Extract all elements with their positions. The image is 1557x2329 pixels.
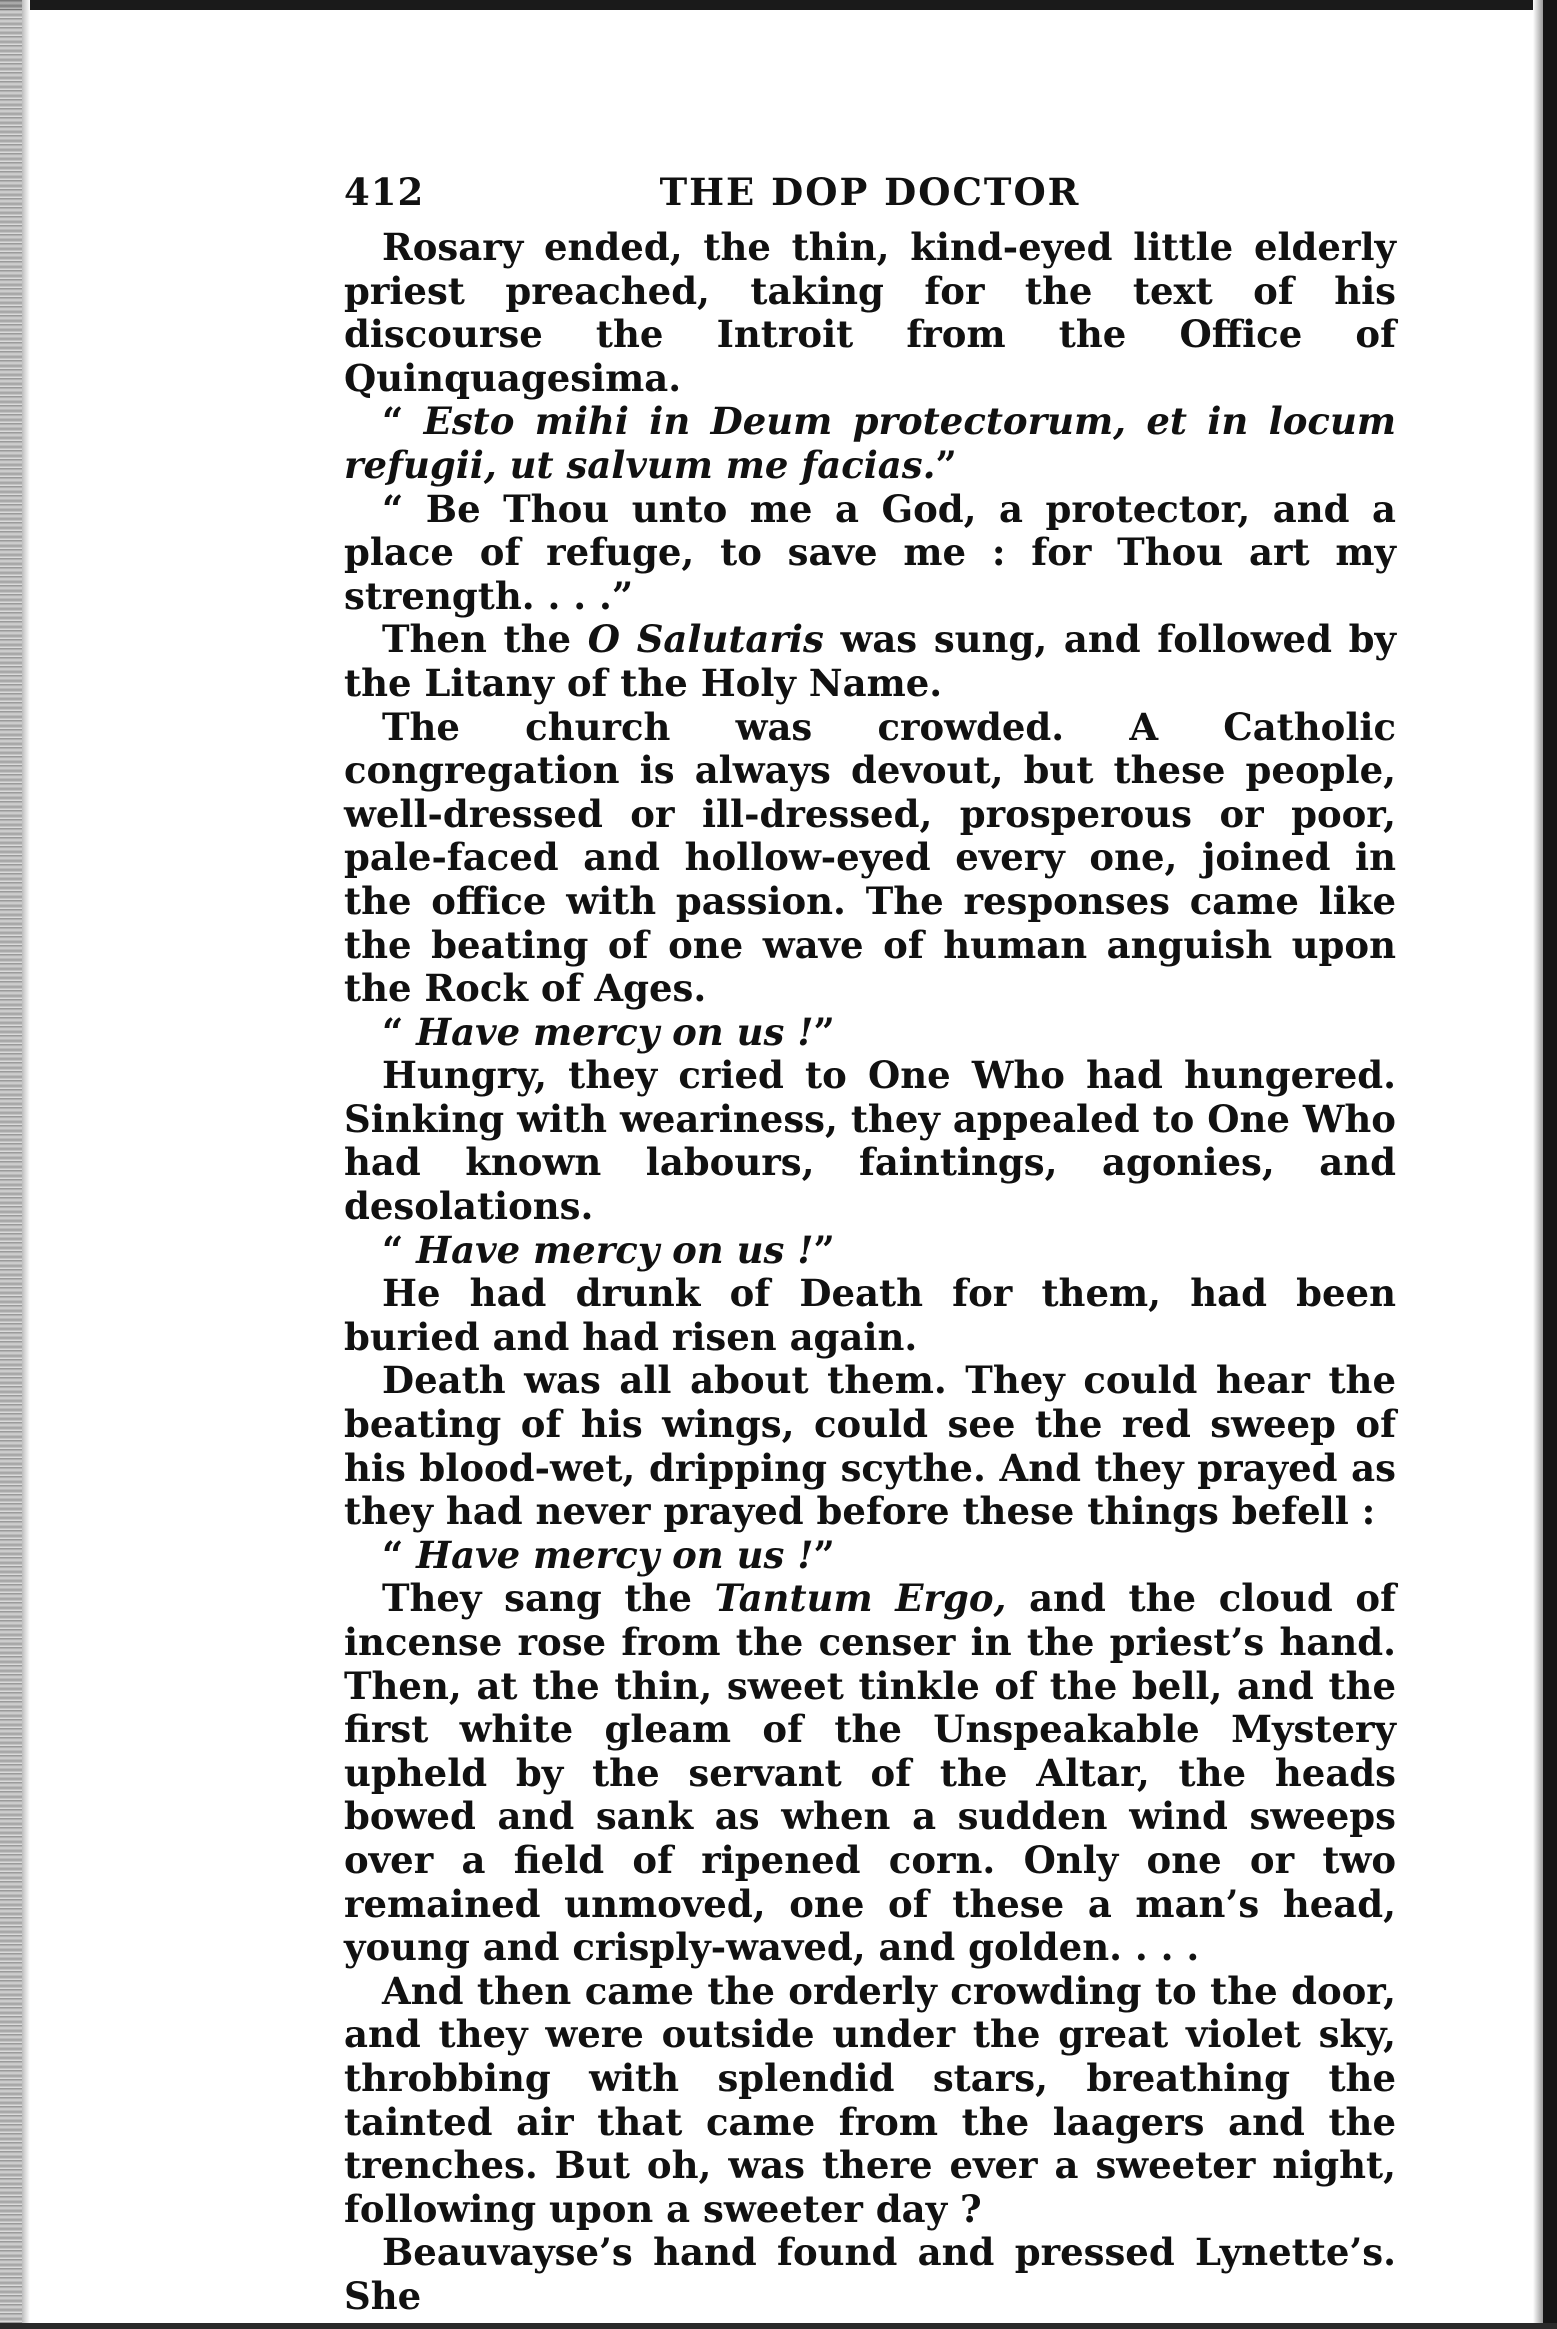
paragraph: Beauvayse’s hand found and pressed Lynette’s. She <box>344 2230 1396 2318</box>
book-page <box>344 170 1396 2319</box>
scan-binding-shadow <box>22 0 30 2329</box>
running-head <box>344 170 1396 226</box>
paragraph: “ Be Thou unto me a God, a protector, and a place of refuge, to save me : for Thou art my strength. . . .” <box>344 486 1396 618</box>
page-number: 412 <box>344 170 425 214</box>
paragraph: The church was crowded. A Catholic congregation is always devout, but these people, well-dressed or ill-dressed, prosperous or poor, pale-faced and hollow-eyed every one, joined in the office with passion. The responses came like the beating of one wave of human anguish upon the Rock of Ages. <box>344 704 1396 1011</box>
scan-top-edge <box>0 0 1557 10</box>
response-quote: Have mercy on us ! <box>416 1227 814 1272</box>
paragraph: He had drunk of Death for them, had been buried and had risen again. <box>344 1271 1396 1359</box>
paragraph: “ Esto mihi in Deum protectorum, et in locum refugii, ut salvum me facias.” <box>344 399 1396 487</box>
paragraph: And then came the orderly crowding to the door, and they were outside under the great violet sky, throbbing with splendid stars, breathing the tainted air that came from the laagers and the trenches. But oh, was there ever a sweeter night, following upon a sweeter day ? <box>344 1968 1396 2231</box>
book-title: THE DOP DOCTOR <box>659 170 1081 214</box>
hymn-title: Tantum Ergo, <box>714 1576 1007 1621</box>
paragraph: They sang the Tantum Ergo, and the cloud of incense rose from the censer in the priest’s hand. Then, at the thin, sweet tinkle of the bell, and the first white gleam of the Unspeakable Mystery upheld by the servant of the Altar, the heads bowed and sank as when a sudden wind sweeps over a field of ripened corn. Only one or two remained unmoved, one of these a man’s head, young and crisply-waved, and golden. . . . <box>344 1576 1396 1970</box>
scan-right-edge <box>1543 0 1557 2329</box>
response-quote: Have mercy on us ! <box>416 1532 814 1577</box>
body-text <box>344 226 1396 2319</box>
paragraph: “ Have mercy on us !” <box>382 1009 835 1054</box>
paragraph: Rosary ended, the thin, kind-eyed little elderly priest preached, taking for the text of his discourse the Introit from the Office of Quinquagesima. <box>344 225 1396 400</box>
scan-right-shadow <box>1533 0 1543 2329</box>
hymn-title: O Salutaris <box>587 617 824 662</box>
paragraph: “ Have mercy on us !” <box>382 1227 835 1272</box>
response-quote: Have mercy on us ! <box>416 1009 814 1054</box>
paragraph: “ Have mercy on us !” <box>382 1532 835 1577</box>
paragraph: Death was all about them. They could hear the beating of his wings, could see the red sweep of his blood-wet, dripping scythe. And they prayed as they had never prayed before these things befell : <box>344 1358 1396 1534</box>
latin-quote: Esto mihi in Deum protectorum, et in locum refugii, ut salvum me facias. <box>344 399 1396 487</box>
paragraph: Hungry, they cried to One Who had hungered. Sinking with weariness, they appealed to One Who had known labours, faintings, agonies, and desolations. <box>344 1053 1396 1229</box>
paragraph: Then the O Salutaris was sung, and followed by the Litany of the Holy Name. <box>344 617 1397 705</box>
scan-binding-edge <box>0 0 22 2329</box>
scan-bottom-edge <box>0 2323 1557 2329</box>
